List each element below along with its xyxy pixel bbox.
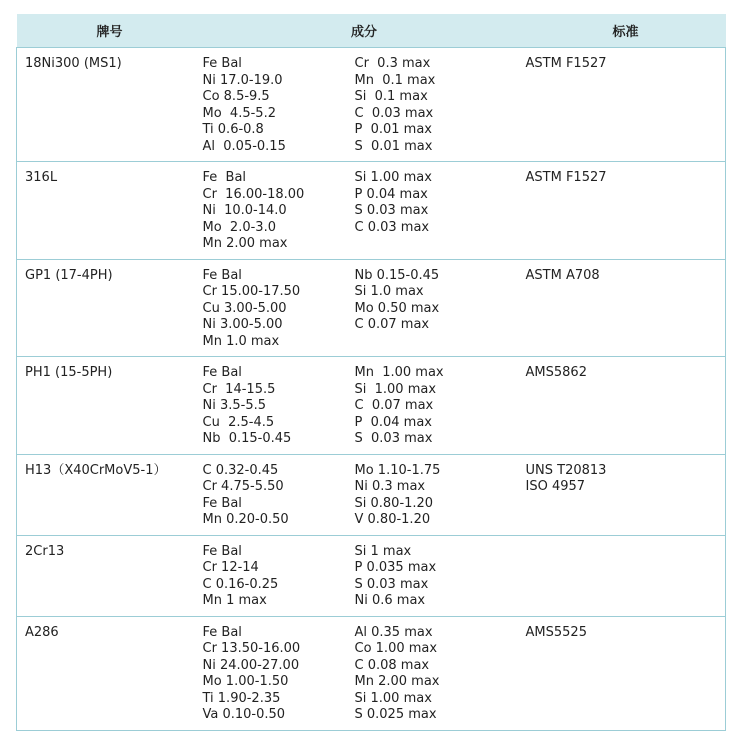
standard-line: AMS5862 [525, 365, 587, 380]
element-line: Si 1.0 max [354, 284, 424, 299]
element-line: Mo 0.50 max [354, 300, 440, 316]
element-line: S 0.025 max [354, 707, 437, 722]
composition-cell-secondary [355, 162, 526, 260]
element-line: Si 0.80-1.20 [354, 495, 434, 511]
standard-line: UNS T20813 [525, 462, 607, 478]
element-line: Mo 1.00-1.50 [202, 674, 289, 689]
standard-cell [526, 162, 726, 260]
element-line: Si 1.00 max [354, 170, 432, 185]
header-grade: 牌号 [17, 14, 203, 48]
element-line: S 0.03 max [354, 203, 429, 218]
composition-cell-primary [203, 535, 355, 616]
element-line: Fe Bal [202, 267, 242, 283]
standard-cell [526, 357, 726, 455]
element-line: Cu 3.00-5.00 [202, 300, 287, 316]
grade-cell: PH1 (15-5PH) [17, 357, 203, 455]
element-line: Fe Bal [202, 170, 247, 185]
composition-cell-primary [203, 259, 355, 357]
element-line: Ni 17.0-19.0 [202, 72, 283, 88]
element-line: Fe Bal [202, 624, 242, 640]
element-line: Ni 0.3 max [354, 479, 426, 494]
table-row [17, 48, 726, 162]
grade-cell: 316L [17, 162, 203, 260]
element-line: Ni 10.0-14.0 [202, 203, 287, 218]
table-body [17, 48, 726, 731]
standard-line: ISO 4957 [525, 479, 586, 494]
table-row [17, 454, 726, 535]
element-line: S 0.03 max [354, 576, 429, 592]
element-line: C 0.07 max [354, 317, 430, 332]
element-line: Si 0.1 max [354, 89, 428, 104]
table-header-row [17, 14, 726, 48]
grade-cell: 18Ni300 (MS1) [17, 48, 203, 162]
element-line: C 0.03 max [354, 105, 434, 121]
element-line: Fe Bal [202, 56, 242, 71]
element-line: Ti 1.90-2.35 [202, 690, 281, 706]
element-line: Mn 0.1 max [354, 72, 436, 88]
element-line: Mn 1.00 max [354, 365, 444, 380]
header-composition: 成分 [203, 14, 526, 48]
element-line: Cr 13.50-16.00 [202, 641, 301, 656]
table-row [17, 616, 726, 730]
element-line: Si 1 max [354, 543, 412, 559]
element-line: Ni 3.00-5.00 [202, 317, 283, 332]
standard-line: AMS5525 [525, 624, 587, 640]
composition-cell-secondary [355, 357, 526, 455]
element-line: Ni 0.6 max [354, 593, 426, 608]
composition-cell-primary [203, 162, 355, 260]
element-line: C 0.03 max [354, 219, 430, 235]
element-line: P 0.04 max [354, 186, 428, 202]
element-line: Mo 4.5-5.2 [202, 105, 276, 121]
element-line: Fe Bal [202, 495, 242, 511]
element-line: Al 0.05-0.15 [202, 138, 286, 154]
element-line: Cr 12-14 [202, 560, 259, 575]
composition-cell-primary [203, 48, 355, 162]
grade-cell: H13（X40CrMoV5-1） [17, 454, 203, 535]
element-line: V 0.80-1.20 [354, 512, 431, 527]
element-line: Co 1.00 max [354, 641, 438, 656]
composition-cell-secondary [355, 48, 526, 162]
table-row [17, 535, 726, 616]
element-line: Cr 16.00-18.00 [202, 186, 305, 202]
composition-cell-primary [203, 454, 355, 535]
composition-cell-primary [203, 616, 355, 730]
grade-cell: GP1 (17-4PH) [17, 259, 203, 357]
element-line: Mo 2.0-3.0 [202, 219, 276, 235]
element-line: Mn 1.0 max [202, 333, 280, 349]
element-line: Cr 15.00-17.50 [202, 284, 301, 299]
standard-cell [526, 454, 726, 535]
element-line: Mn 1 max [202, 593, 267, 608]
element-line: Nb 0.15-0.45 [354, 267, 440, 283]
element-line: Va 0.10-0.50 [202, 707, 286, 722]
composition-cell-secondary [355, 616, 526, 730]
element-line: Nb 0.15-0.45 [202, 431, 292, 446]
element-line: Mn 2.00 max [354, 674, 440, 689]
element-line: Si 1.00 max [354, 690, 432, 706]
standard-cell [526, 616, 726, 730]
element-line: C 0.08 max [354, 657, 430, 673]
composition-cell-secondary [355, 259, 526, 357]
standard-line: ASTM A708 [525, 267, 600, 283]
header-standard: 标准 [526, 14, 726, 48]
composition-cell-secondary [355, 454, 526, 535]
standard-cell [526, 259, 726, 357]
element-line: S 0.01 max [354, 138, 433, 154]
element-line: Cr 0.3 max [354, 56, 431, 71]
element-line: P 0.035 max [354, 560, 437, 575]
element-line: Ti 0.6-0.8 [202, 122, 264, 137]
composition-cell-primary [203, 357, 355, 455]
alloy-composition-table [16, 14, 726, 731]
standard-line: ASTM F1527 [525, 170, 607, 185]
element-line: P 0.04 max [354, 414, 433, 430]
grade-cell: A286 [17, 616, 203, 730]
element-line: C 0.07 max [354, 398, 434, 413]
table-row [17, 162, 726, 260]
element-line: Mn 0.20-0.50 [202, 512, 289, 527]
element-line: Si 1.00 max [354, 381, 437, 397]
element-line: C 0.16-0.25 [202, 576, 279, 592]
element-line: Mo 1.10-1.75 [354, 462, 441, 478]
element-line: Cu 2.5-4.5 [202, 414, 275, 430]
composition-cell-secondary [355, 535, 526, 616]
standard-cell [526, 535, 726, 616]
table-row [17, 357, 726, 455]
element-line: Ni 24.00-27.00 [202, 657, 300, 673]
standard-line: ASTM F1527 [525, 56, 607, 71]
element-line: Fe Bal [202, 365, 242, 380]
element-line: Co 8.5-9.5 [202, 89, 270, 104]
element-line: P 0.01 max [354, 122, 433, 137]
table-row [17, 259, 726, 357]
standard-cell [526, 48, 726, 162]
element-line: Cr 14-15.5 [202, 381, 276, 397]
element-line: S 0.03 max [354, 431, 433, 446]
element-line: Fe Bal [202, 543, 242, 559]
element-line: Ni 3.5-5.5 [202, 398, 267, 413]
element-line: C 0.32-0.45 [202, 462, 279, 478]
element-line: Al 0.35 max [354, 624, 433, 640]
element-line: Mn 2.00 max [202, 236, 288, 251]
grade-cell: 2Cr13 [17, 535, 203, 616]
element-line: Cr 4.75-5.50 [202, 479, 284, 494]
